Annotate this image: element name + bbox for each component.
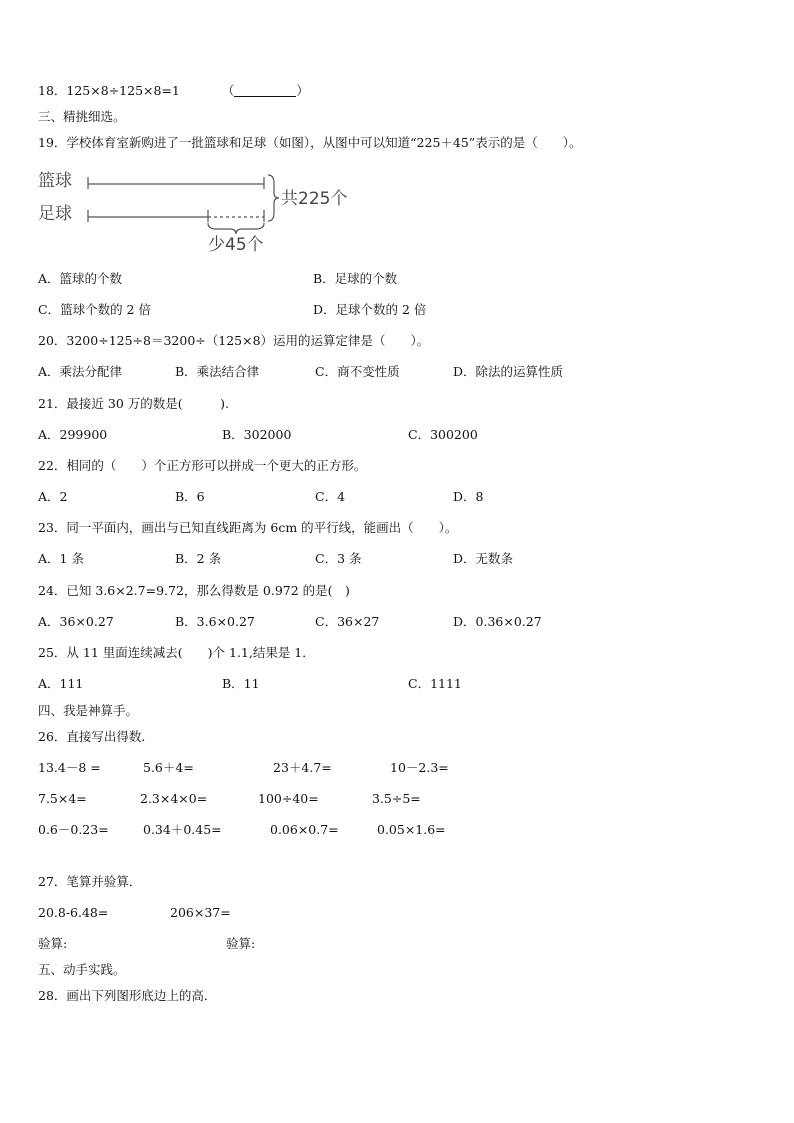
q24-option-d[interactable]: D．0.36×0.27 xyxy=(453,614,542,629)
calc-item: 0.06×0.7= xyxy=(270,822,339,837)
calc-item: 13.4－8 = xyxy=(38,760,101,775)
less-brace xyxy=(208,223,264,234)
q22-option-b[interactable]: B．6 xyxy=(175,489,205,504)
written-calc-item: 20.8-6.48= xyxy=(38,905,109,920)
q23-option-c[interactable]: C．3 条 xyxy=(315,551,362,566)
calc-item: 0.34＋0.45= xyxy=(143,822,222,837)
q21-option-c[interactable]: C．300200 xyxy=(408,427,478,442)
q24-option-c[interactable]: C．36×27 xyxy=(315,614,380,629)
blank-open-paren: （ xyxy=(221,83,235,98)
question-19-text: 19．学校体育室新购进了一批篮球和足球（如图），从图中可以知道“225＋45”表示的是（ ）。 xyxy=(38,135,582,150)
question-20-text: 20．3200÷125÷8＝3200÷（125×8）运用的运算定律是（ ）。 xyxy=(38,333,430,348)
question-18-text: 18．125×8÷125×8=1 xyxy=(38,83,180,98)
total-label: 共225个 xyxy=(281,189,348,209)
q20-option-a[interactable]: A．乘法分配律 xyxy=(38,364,123,379)
q19-option-c[interactable]: C．篮球个数的 2 倍 xyxy=(38,302,151,317)
calc-item: 100÷40= xyxy=(258,791,319,806)
q25-option-a[interactable]: A．111 xyxy=(38,676,84,691)
calc-item: 3.5÷5= xyxy=(372,791,421,806)
q22-option-a[interactable]: A．2 xyxy=(38,489,68,504)
question-27-text: 27．笔算并验算． xyxy=(38,874,142,889)
question-19-figure xyxy=(36,165,356,255)
section-3-heading: 三、精挑细选。 xyxy=(38,109,126,124)
written-calc-item: 206×37= xyxy=(170,905,231,920)
question-28-text: 28．画出下列图形底边上的高． xyxy=(38,988,217,1003)
q21-option-b[interactable]: B．302000 xyxy=(222,427,292,442)
q25-option-c[interactable]: C．1111 xyxy=(408,676,462,691)
q24-option-a[interactable]: A．36×0.27 xyxy=(38,614,114,629)
basketball-label: 篮球 xyxy=(38,171,72,191)
answer-blank[interactable] xyxy=(234,84,296,97)
question-23-text: 23．同一平面内，画出与已知直线距离为 6cm 的平行线，能画出（ ）。 xyxy=(38,520,458,535)
basketball-bar xyxy=(88,177,264,189)
total-brace xyxy=(268,175,279,221)
q25-option-b[interactable]: B．11 xyxy=(222,676,260,691)
q22-option-c[interactable]: C．4 xyxy=(315,489,346,504)
check-label: 验算: xyxy=(38,936,68,951)
section-5-heading: 五、动手实践。 xyxy=(38,962,126,977)
q23-option-d[interactable]: D．无数条 xyxy=(453,551,514,566)
calc-item: 7.5×4= xyxy=(38,791,87,806)
question-24-text: 24．已知 3.6×2.7=9.72，那么得数是 0.972 的是( ) xyxy=(38,583,350,598)
calc-item: 2.3×4×0= xyxy=(140,791,208,806)
q20-option-b[interactable]: B．乘法结合律 xyxy=(175,364,260,379)
q20-option-c[interactable]: C．商不变性质 xyxy=(315,364,400,379)
q19-option-a[interactable]: A．篮球的个数 xyxy=(38,271,123,286)
question-21-text: 21．最接近 30 万的数是( ). xyxy=(38,396,229,411)
calc-item: 5.6＋4= xyxy=(143,760,194,775)
calc-item: 0.6－0.23= xyxy=(38,822,109,837)
check-label: 验算: xyxy=(226,936,256,951)
question-26-text: 26．直接写出得数． xyxy=(38,729,154,744)
q22-option-d[interactable]: D．8 xyxy=(453,489,484,504)
calc-item: 0.05×1.6= xyxy=(377,822,446,837)
blank-close-paren: ） xyxy=(296,83,309,98)
q23-option-b[interactable]: B．2 条 xyxy=(175,551,222,566)
football-bar xyxy=(88,210,264,222)
section-4-heading: 四、我是神算手。 xyxy=(38,703,139,718)
q19-option-b[interactable]: B．足球的个数 xyxy=(313,271,398,286)
question-18 xyxy=(38,83,309,99)
q23-option-a[interactable]: A．1 条 xyxy=(38,551,84,566)
question-22-text: 22．相同的（ ）个正方形可以拼成一个更大的正方形。 xyxy=(38,458,367,473)
q19-option-d[interactable]: D．足球个数的 2 倍 xyxy=(313,302,427,317)
question-25-text: 25．从 11 里面连续减去( )个 1.1,结果是 1． xyxy=(38,645,315,660)
calc-item: 23＋4.7= xyxy=(273,760,332,775)
q21-option-a[interactable]: A．299900 xyxy=(38,427,108,442)
q20-option-d[interactable]: D．除法的运算性质 xyxy=(453,364,564,379)
football-label: 足球 xyxy=(38,204,72,224)
less-label: 少45个 xyxy=(208,235,264,255)
q24-option-b[interactable]: B．3.6×0.27 xyxy=(175,614,255,629)
calc-item: 10－2.3= xyxy=(390,760,449,775)
